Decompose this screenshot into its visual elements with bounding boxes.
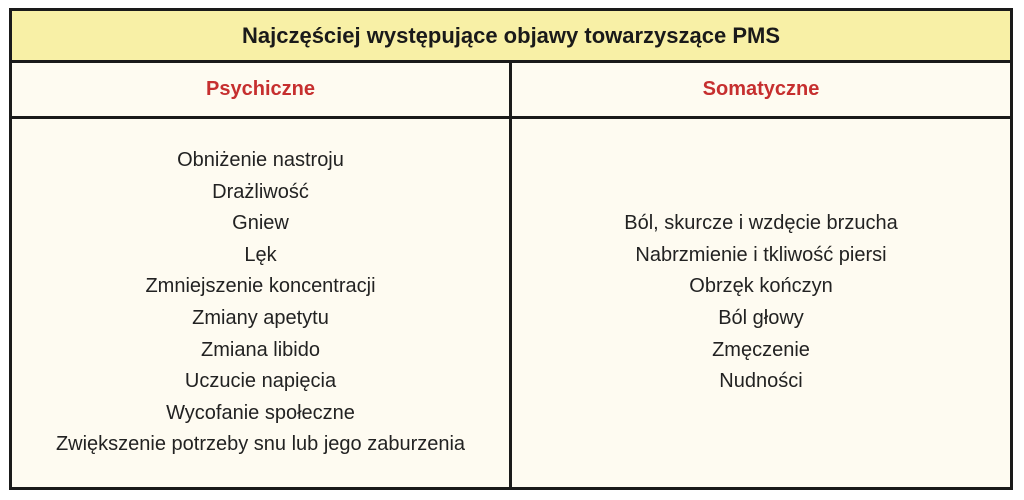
list-item: Nabrzmienie i tkliwość piersi xyxy=(635,243,887,266)
column-header-psychiczne: Psychiczne xyxy=(12,63,512,116)
symptoms-table xyxy=(9,8,1013,490)
list-item: Uczucie napięcia xyxy=(184,370,337,393)
list-item: Zmęczenie xyxy=(712,338,810,361)
table-title-row xyxy=(12,11,1010,63)
list-item: Lęk xyxy=(244,243,277,266)
table-header-row xyxy=(12,63,1010,119)
list-item: Zwiększenie potrzeby snu lub jego zaburzenia xyxy=(55,433,466,456)
list-item: Zmniejszenie koncentracji xyxy=(145,275,376,298)
list-item: Drażliwość xyxy=(212,180,309,203)
list-item: Zmiana libido xyxy=(201,338,320,361)
list-item: Gniew xyxy=(232,212,289,235)
list-item: Ból głowy xyxy=(718,307,804,329)
table-body-row xyxy=(12,119,1010,487)
list-item: Ból, skurcze i wzdęcie brzucha xyxy=(624,212,898,235)
list-item: Zmiany apetytu xyxy=(192,307,329,329)
list-item: Obniżenie nastroju xyxy=(177,149,344,172)
column-header-somatyczne: Somatyczne xyxy=(702,78,820,100)
list-item: Obrzęk kończyn xyxy=(689,275,833,298)
table-title: Najczęściej występujące objawy towarzyszące PMS xyxy=(241,22,781,48)
list-item: Nudności xyxy=(719,370,803,393)
somatyczne-list xyxy=(512,119,1010,487)
list-item: Wycofanie społeczne xyxy=(166,401,355,424)
psychiczne-list xyxy=(12,119,512,487)
